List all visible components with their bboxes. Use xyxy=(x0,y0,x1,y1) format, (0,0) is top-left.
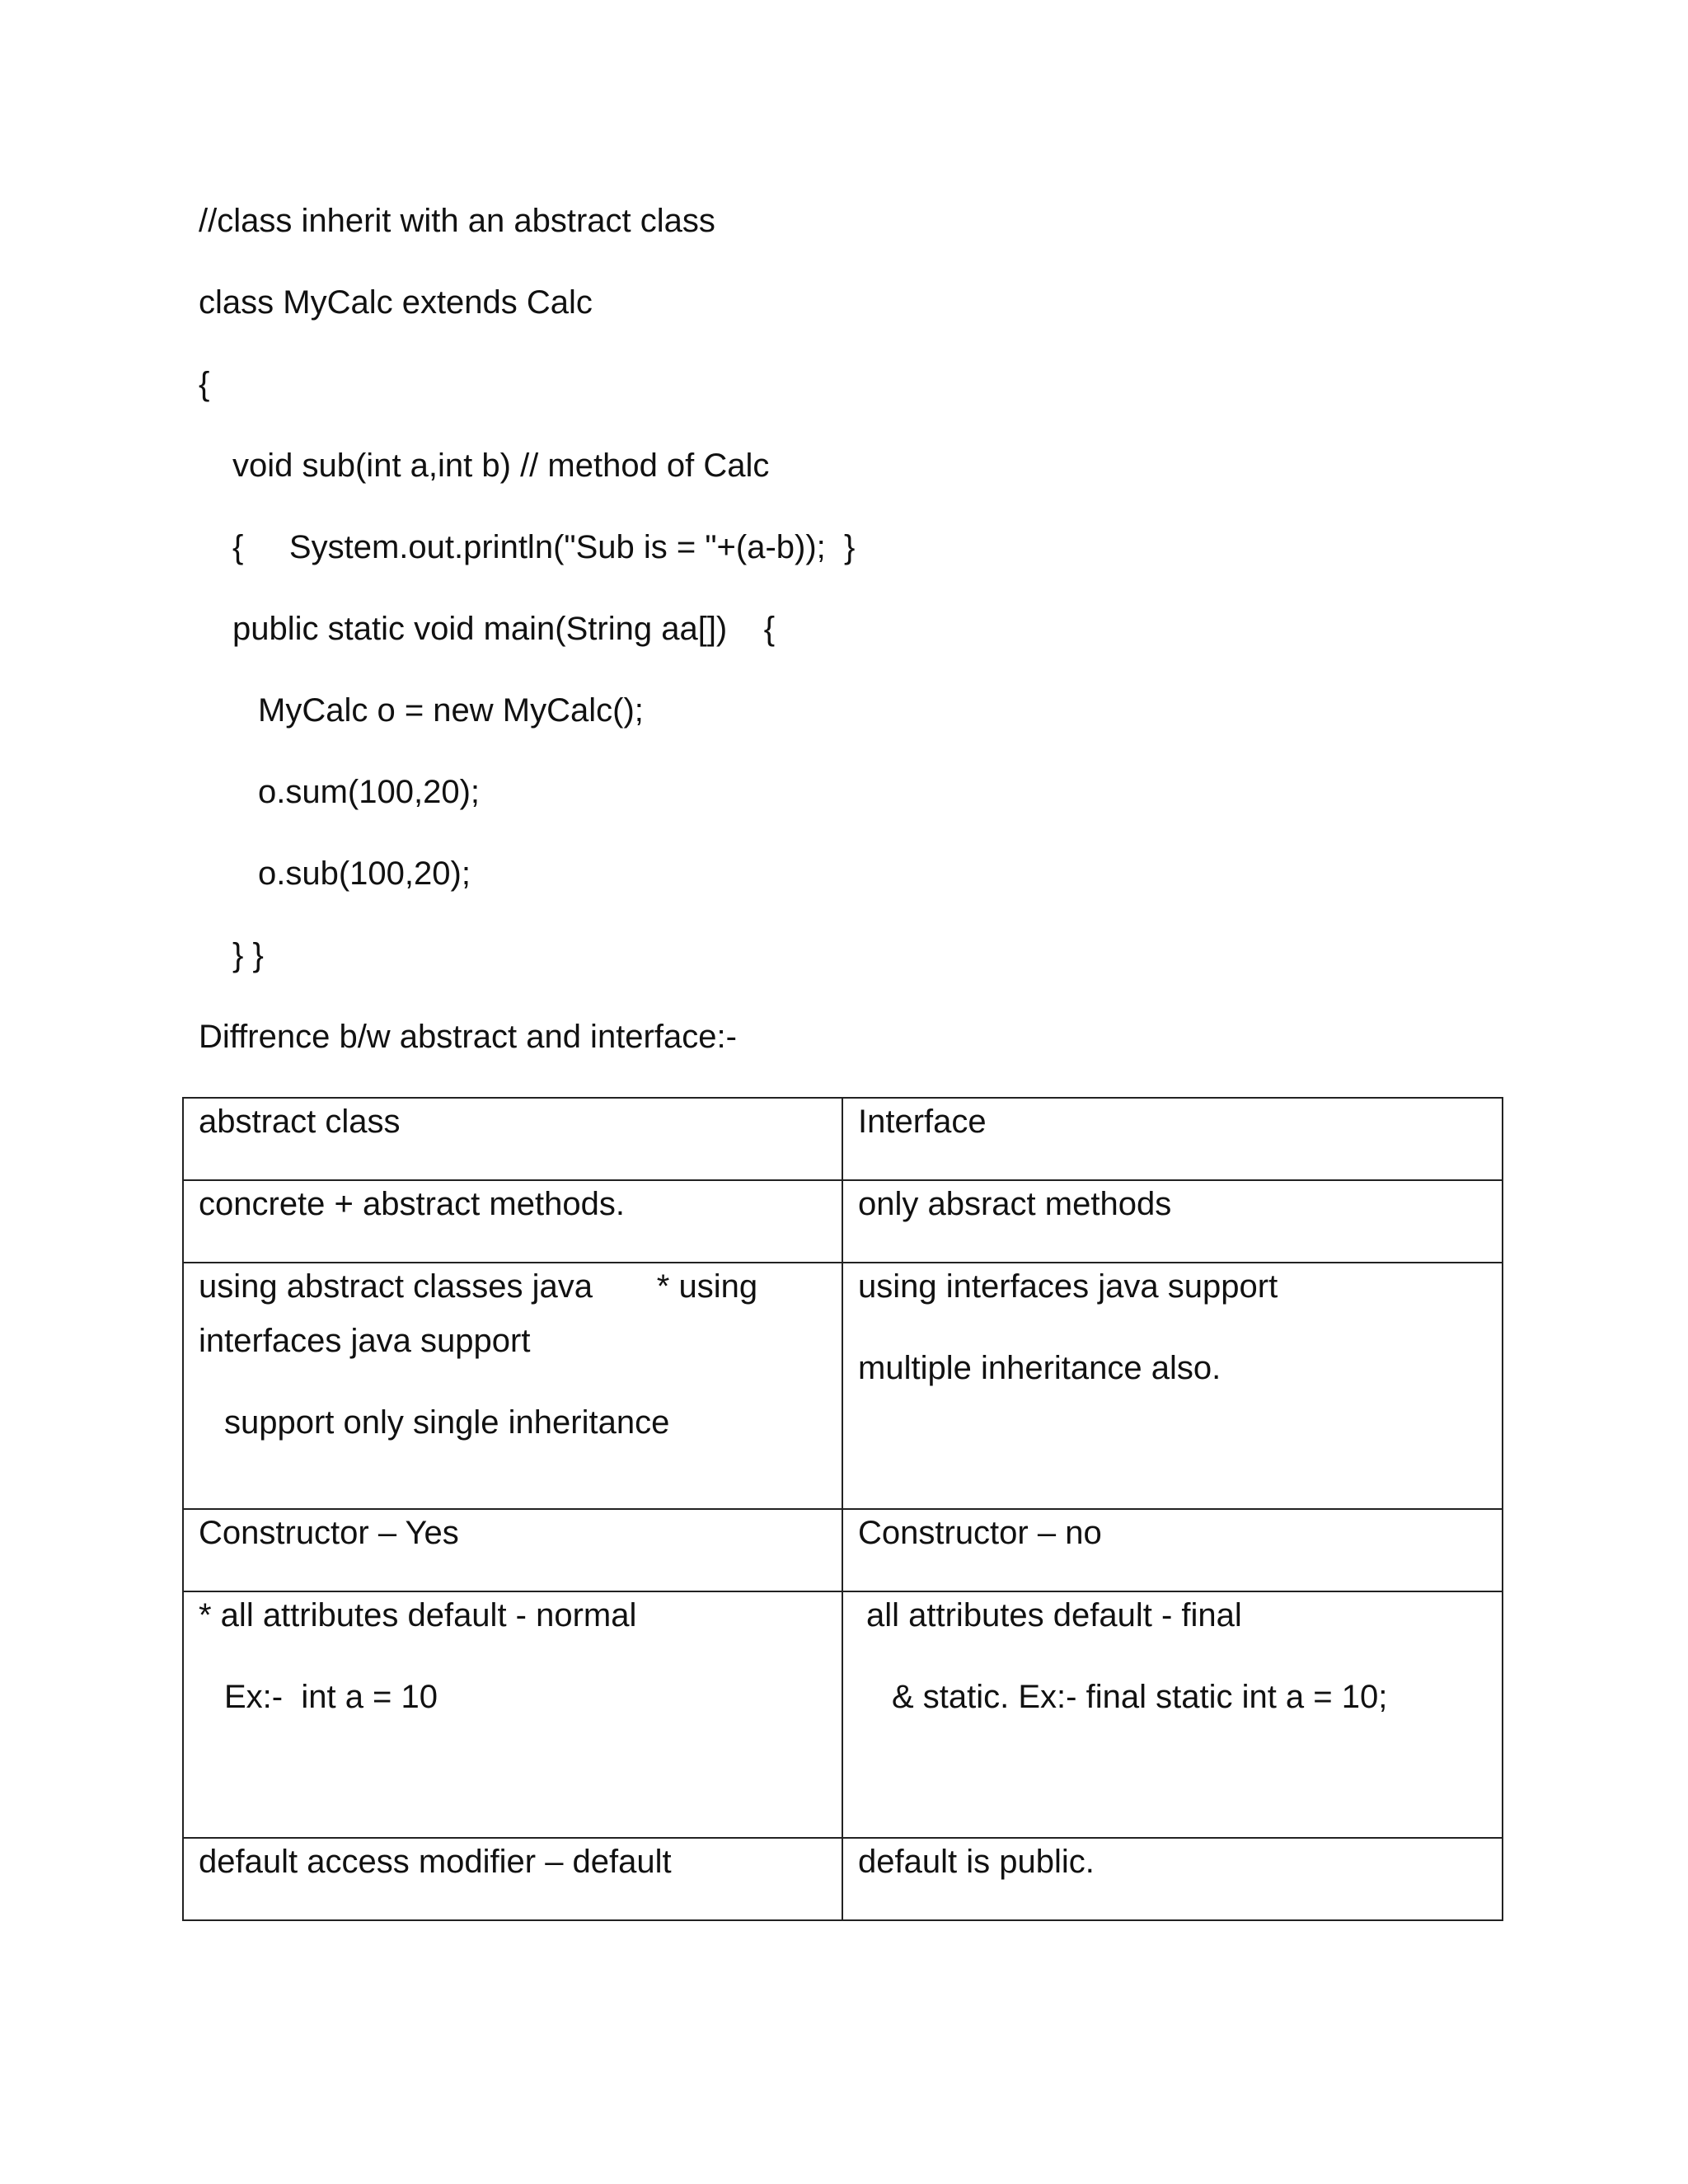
cell-text: only absract methods xyxy=(858,1186,1172,1222)
cell-text: multiple inheritance also. xyxy=(858,1350,1221,1386)
table-cell-right xyxy=(842,1838,1503,1920)
cell-text: using interfaces java support xyxy=(858,1268,1278,1305)
code-main-signature: public static void main(String aa[]) { xyxy=(232,611,776,647)
code-open-brace: { xyxy=(199,366,210,402)
table-row xyxy=(183,1509,1503,1591)
table-cell-right xyxy=(842,1509,1503,1591)
cell-text: default is public. xyxy=(858,1844,1095,1880)
cell-text: & static. Ex:- final static int a = 10; xyxy=(892,1679,1388,1715)
table-cell-right xyxy=(842,1098,1503,1180)
table-row xyxy=(183,1180,1503,1263)
code-sub-call: o.sub(100,20); xyxy=(258,855,471,892)
table-cell-left xyxy=(183,1591,842,1838)
cell-text: Ex:- int a = 10 xyxy=(224,1679,438,1715)
code-comment-line: //class inherit with an abstract class xyxy=(199,203,715,239)
cell-text: abstract class xyxy=(199,1104,401,1140)
table-cell-left xyxy=(183,1180,842,1263)
table-cell-left xyxy=(183,1098,842,1180)
code-object-creation: MyCalc o = new MyCalc(); xyxy=(258,692,644,729)
code-sub-method-signature: void sub(int a,int b) // method of Calc xyxy=(232,448,770,484)
table-row xyxy=(183,1263,1503,1509)
cell-text: Constructor – no xyxy=(858,1515,1102,1551)
cell-text: support only single inheritance xyxy=(224,1404,670,1441)
table-row xyxy=(183,1838,1503,1920)
table-cell-left xyxy=(183,1263,842,1509)
cell-text: * all attributes default - normal xyxy=(199,1597,637,1633)
cell-text: all attributes default - final xyxy=(866,1597,1242,1633)
table-cell-right xyxy=(842,1180,1503,1263)
table-cell-right xyxy=(842,1591,1503,1838)
cell-text: default access modifier – default xyxy=(199,1844,672,1880)
code-sum-call: o.sum(100,20); xyxy=(258,774,481,810)
cell-text: concrete + abstract methods. xyxy=(199,1186,625,1222)
cell-text: Constructor – Yes xyxy=(199,1515,459,1551)
table-row xyxy=(183,1591,1503,1838)
table-row xyxy=(183,1098,1503,1180)
code-class-declaration: class MyCalc extends Calc xyxy=(199,284,593,321)
table-cell-left xyxy=(183,1838,842,1920)
cell-text: interfaces java support xyxy=(199,1323,531,1359)
code-closing-braces: } } xyxy=(232,937,264,973)
code-sub-method-body: { System.out.println("Sub is = "+(a-b)); } xyxy=(232,529,856,565)
cell-text: Interface xyxy=(858,1104,987,1140)
cell-text: using abstract classes java * using xyxy=(199,1268,758,1305)
table-cell-right xyxy=(842,1263,1503,1509)
comparison-table xyxy=(182,1097,1503,1921)
table-heading: Diffrence b/w abstract and interface:- xyxy=(199,1019,737,1055)
table-cell-left xyxy=(183,1509,842,1591)
